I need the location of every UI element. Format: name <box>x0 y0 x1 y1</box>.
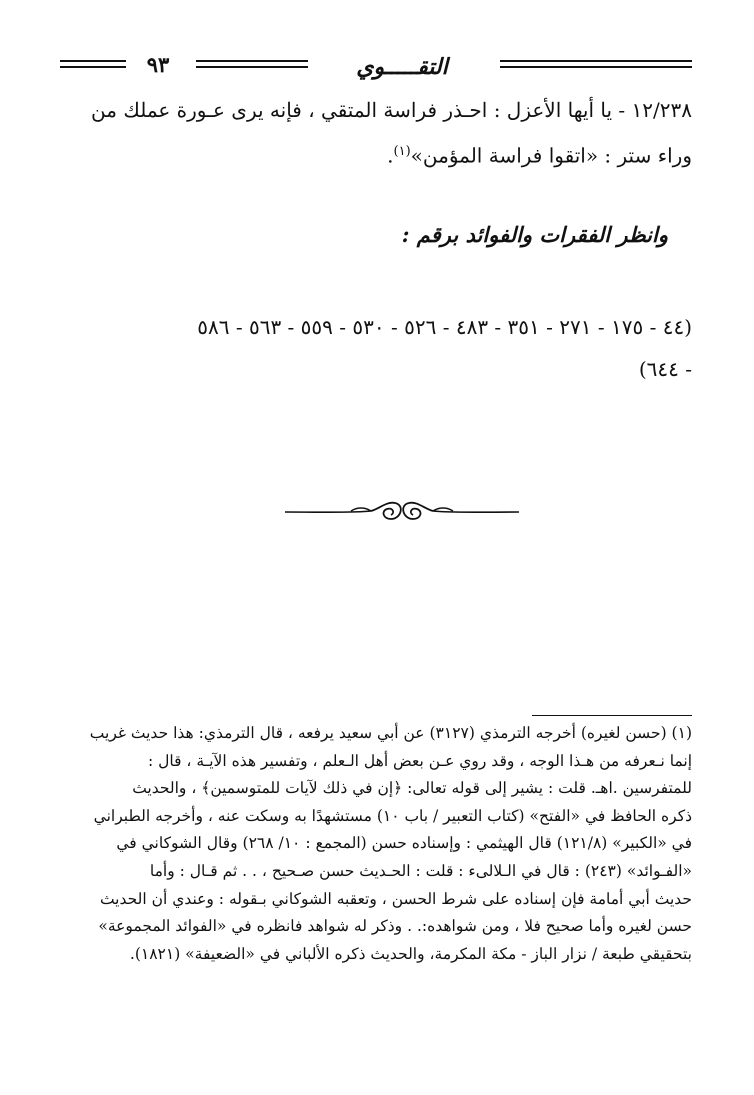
header-rule-left <box>60 60 126 62</box>
entry-paragraph <box>56 90 692 177</box>
refs-line-1: (٤٤ - ١٧٥ - ٢٧١ - ٣٥١ - ٤٨٣ - ٥٢٦ - ٥٣٠ - ٥٥٩ - ٥٦٣ - ٥٨٦ <box>197 315 692 339</box>
footnote-marker[interactable]: (١) <box>393 144 411 159</box>
entry-line-1: ١٢/٢٣٨ - يا أيها الأعزل : احـذر فراسة المتقي ، فإنه يرى عـورة عملك من <box>91 98 692 122</box>
see-also-heading: وانظر الفقرات والفوائد برقم : <box>401 222 668 247</box>
header-rule-middle <box>196 66 308 68</box>
see-also-refs <box>56 306 692 390</box>
footnote-line: في «الكبير» (١٢١/٨) قال الهيثمي : وإسناده حسن (المجمع : ١٠/ ٢٦٨) وقال الشوكاني في <box>116 834 692 853</box>
running-title: التقـــــوي <box>356 54 448 80</box>
header-rule-left <box>60 66 126 68</box>
footnote-line: «الفـوائد» (٢٤٣) : قال في الـلالىء : قلت : الحـديث حسن صـحيح ، . . ثم قـال : وأما <box>149 861 692 880</box>
header-rule-middle <box>196 60 308 62</box>
footnote-line: (١) (حسن لغيره) أخرجه الترمذي (٣١٢٧) عن أبي سعيد يرفعه ، قال الترمذي: هذا حديث غريب <box>89 724 692 742</box>
refs-line-2: - ٦٤٤) <box>638 357 692 381</box>
footnote-rule <box>532 715 692 716</box>
footnote-line: ذكره الحافظ في «الفتح» (كتاب التعبير / باب ١٠) مستشهدًا به وسكت عنه ، وأخرجه الطبراني <box>93 806 692 825</box>
footnote-line: بتحقيقي طبعة / نزار الباز - مكة المكرمة، والحديث ذكره الألباني في «الضعيفة» (١٨٢١). <box>129 944 692 963</box>
footnote-line: إنما نـعرفه من هـذا الوجه ، وقد روي عـن بعض أهل الـعلم ، وتفسير هذه الآيـة ، قال : <box>147 751 692 770</box>
page-number: ٩٣ <box>146 52 170 77</box>
entry-line-2-text: وراء ستر : «اتقوا فراسة المؤمن» <box>410 143 692 168</box>
entry-line-2-end: . <box>387 143 394 168</box>
footnote-line: للمتفرسين .اهـ. قلت : يشير إلى قوله تعالى: ﴿إن في ذلك لآيات للمتوسمين﴾ ، والحديث <box>132 779 692 798</box>
footnote <box>52 720 692 968</box>
footnote-line: حديث أبي أمامة فإن إسناده على شرط الحسن ، وتعقبه الشوكاني بـقوله : وعندي أن الحديث <box>99 889 692 908</box>
footnote-line: حسن لغيره وأما صحيح فلا ، ومن شواهده:. . وذكر له شواهد فانظره في «الفوائد المجموعة» <box>98 917 692 936</box>
ornament-divider <box>283 493 521 527</box>
header-rule-right <box>500 60 692 62</box>
entry-line-2 <box>56 131 692 177</box>
header-rule-right <box>500 66 692 68</box>
